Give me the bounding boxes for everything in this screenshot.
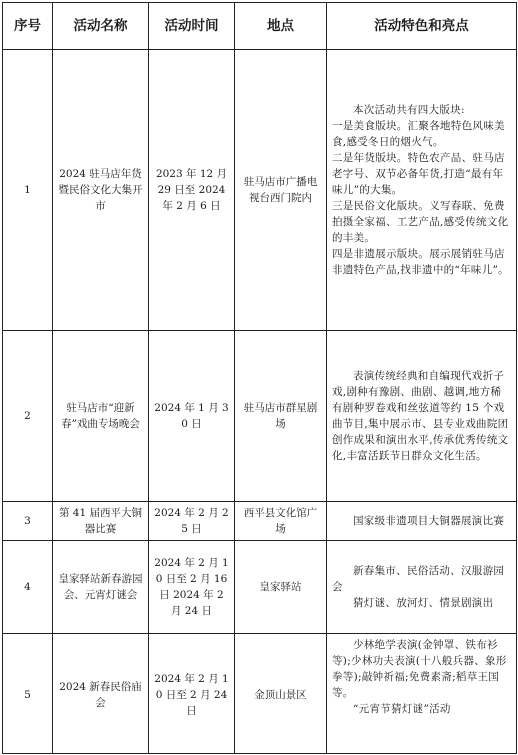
row-place: 驻马店市群星剧场 xyxy=(235,331,327,502)
row-place: 驻马店市广播电视台西门院内 xyxy=(235,50,327,331)
row-features xyxy=(327,50,517,331)
feature-paragraph: 二是年货版块。特色农产品、驻马店老字号、双节必备年货,打造“最有年味儿”的大集。 xyxy=(332,152,505,196)
row-name: 2024 新春民俗庙会 xyxy=(53,634,149,754)
row-time: 2024 年 2 月 10 日至 2 月 16 日 2024 年 2 月 24 日 xyxy=(149,541,235,634)
row-time: 2023 年 12 月 29 日至 2024 年 2 月 6 日 xyxy=(149,50,235,331)
feature-paragraph: 本次活动共有四大版块: xyxy=(353,104,465,116)
feature-paragraph: “元宵节猜灯谜”活动 xyxy=(353,703,451,715)
row-no: 4 xyxy=(3,541,53,634)
feature-paragraph: 猜灯谜、放河灯、情景剧演出 xyxy=(353,597,494,609)
row-features xyxy=(327,541,517,634)
table-row xyxy=(3,50,517,331)
row-name: 第 41 届西平大铜器比赛 xyxy=(53,502,149,541)
row-time: 2024 年 1 月 30 日 xyxy=(149,331,235,502)
table-header-row xyxy=(3,3,517,50)
header-time: 活动时间 xyxy=(149,3,235,50)
header-name: 活动名称 xyxy=(53,3,149,50)
row-name: 驻马店市“迎新春”戏曲专场晚会 xyxy=(53,331,149,502)
feature-paragraph: 少林绝学表演(金钟罩、铁布衫等);少林功夫表演(十八般兵器、象形拳等);敲钟祈福;免费素斋;稻草王国等。 xyxy=(332,639,507,699)
row-features xyxy=(327,634,517,754)
header-place: 地点 xyxy=(235,3,327,50)
row-name: 2024 驻马店年货暨民俗文化大集开市 xyxy=(53,50,149,331)
row-place: 金顶山景区 xyxy=(235,634,327,754)
table-row xyxy=(3,541,517,634)
header-features: 活动特色和亮点 xyxy=(327,3,517,50)
feature-paragraph: 表演传统经典和自编现代戏折子戏,剧种有豫剧、曲剧、越调,地方稀有剧种罗卷戏和丝弦道等约 15 个戏曲节目,集中展示市、县专业戏曲院团创作成果和演出水平,传承优秀传统文化,丰富活跃节日群众文化生活。 xyxy=(332,370,509,462)
row-name: 皇家驿站新春游园会、元宵灯谜会 xyxy=(53,541,149,634)
row-place: 西平县文化馆广场 xyxy=(235,502,327,541)
feature-paragraph: 一是美食版块。汇聚各地特色风味美食,感受冬日的烟火气。 xyxy=(332,120,505,148)
feature-paragraph: 四是非遗展示版块。展示展销驻马店非遗特色产品,找非遗中的“年味儿”。 xyxy=(332,248,509,276)
row-no: 3 xyxy=(3,502,53,541)
table-row xyxy=(3,502,517,541)
row-place: 皇家驿站 xyxy=(235,541,327,634)
feature-paragraph: 国家级非遗项目大铜器展演比赛 xyxy=(353,515,505,527)
row-time: 2024 年 2 月 10 日至 2 月 24 日 xyxy=(149,634,235,754)
row-features xyxy=(327,331,517,502)
table-row xyxy=(3,634,517,754)
feature-paragraph: 新春集市、民俗活动、汉服游园会 xyxy=(332,565,505,593)
feature-paragraph: 三是民俗文化版块。义写春联、免费拍摄全家福、工艺产品,感受传统文化的丰美。 xyxy=(332,200,509,244)
events-table xyxy=(2,2,517,754)
row-no: 2 xyxy=(3,331,53,502)
row-no: 1 xyxy=(3,50,53,331)
row-time: 2024 年 2 月 25 日 xyxy=(149,502,235,541)
row-no: 5 xyxy=(3,634,53,754)
row-features xyxy=(327,502,517,541)
header-no: 序号 xyxy=(3,3,53,50)
table-row xyxy=(3,331,517,502)
